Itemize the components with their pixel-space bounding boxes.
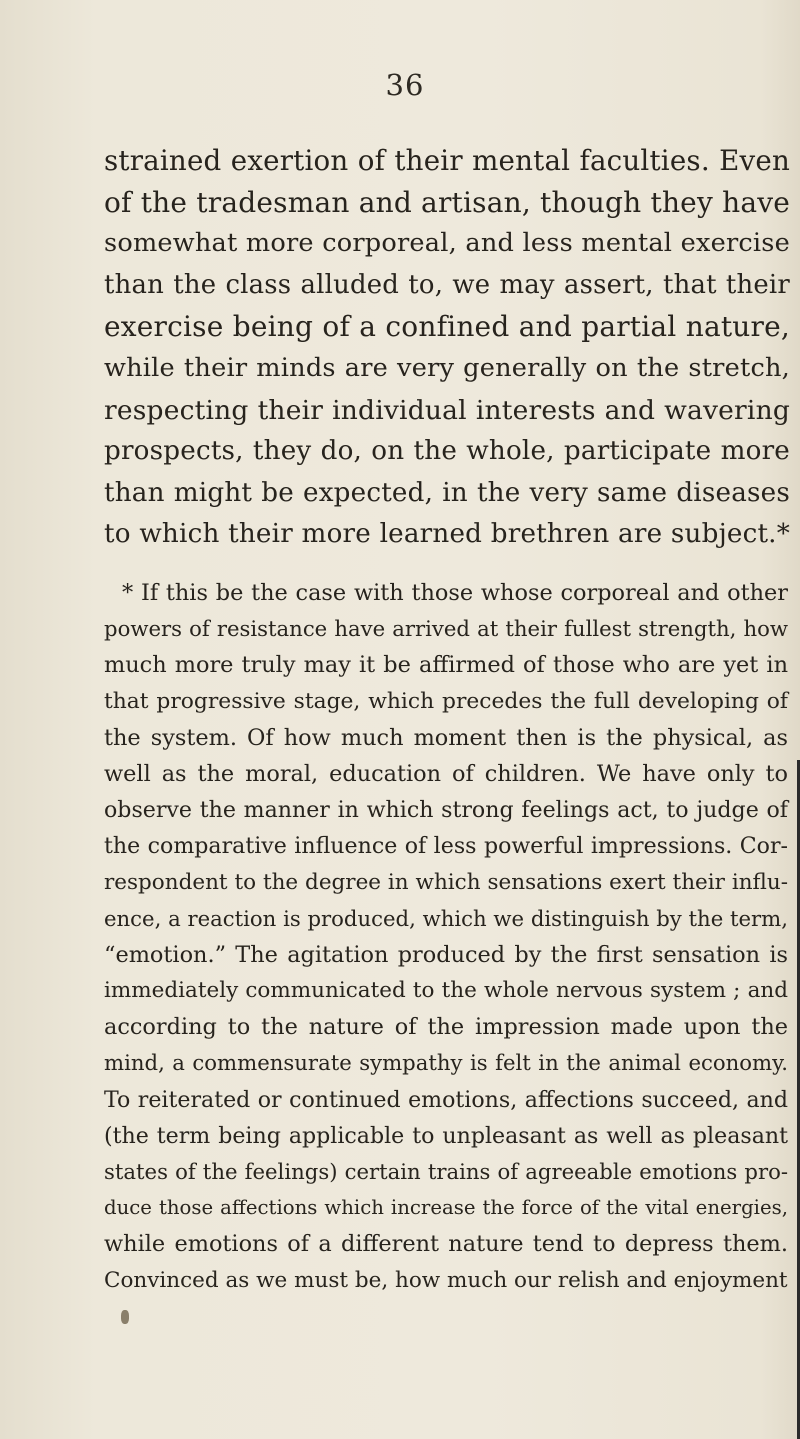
body-line: strained exertion of their mental faculties. Even bbox=[104, 144, 790, 177]
footnote-line: that progressive stage, which precedes the full developing of bbox=[104, 688, 788, 714]
footnote-line: much more truly may it be affirmed of those who are yet in bbox=[104, 652, 788, 679]
footnote-line: * If this be the case with those whose corporeal and other bbox=[122, 580, 788, 606]
footnote-line: respondent to the degree in which sensations exert their influ- bbox=[104, 869, 788, 895]
body-line: respecting their individual interests and wavering bbox=[104, 394, 790, 426]
footnote-line: duce those affections which increase the force of the vital energies, bbox=[104, 1196, 788, 1220]
footnote-line: observe the manner in which strong feelings act, to judge of bbox=[104, 797, 788, 824]
footnote-line: states of the feelings) certain trains of agreeable emotions pro- bbox=[104, 1159, 788, 1184]
footnote-line: (the term being applicable to unpleasant as well as pleasant bbox=[104, 1122, 788, 1149]
footnote-line: “emotion.” The agitation produced by the first sensation is bbox=[104, 941, 788, 968]
footnote-line: while emotions of a different nature tend to depress them. bbox=[104, 1231, 788, 1258]
footnote-line: immediately communicated to the whole nervous system ; and bbox=[104, 978, 788, 1004]
body-line: somewhat more corporeal, and less mental exercise bbox=[104, 228, 790, 259]
footnote-line: To reiterated or continued emotions, affections succeed, and bbox=[104, 1086, 788, 1113]
main-paragraph bbox=[104, 140, 790, 556]
footnote-line: ence, a reaction is produced, which we distinguish by the term, bbox=[104, 905, 788, 931]
page-number: 36 bbox=[385, 68, 425, 102]
footnote-line: powers of resistance have arrived at their fullest strength, how bbox=[104, 616, 788, 642]
footnote-line: the comparative influence of less powerful impressions. Cor- bbox=[104, 833, 788, 860]
footnote-line: according to the nature of the impression made upon the bbox=[104, 1014, 788, 1041]
body-line: exercise being of a confined and partial nature, bbox=[104, 310, 790, 344]
body-line: of the tradesman and artisan, though they have bbox=[104, 185, 790, 219]
body-line: than the class alluded to, we may assert, that their bbox=[104, 269, 790, 300]
footnote-line: Convinced as we must be, how much our relish and enjoyment bbox=[104, 1267, 788, 1293]
footnote bbox=[104, 575, 788, 1299]
footnote-line: well as the moral, education of children. We have only to bbox=[104, 760, 788, 787]
body-line: while their minds are very generally on the stretch, bbox=[104, 352, 790, 383]
footnote-line: mind, a commensurate sympathy is felt in the animal economy. bbox=[104, 1050, 788, 1076]
body-line: to which their more learned brethren are subject.* bbox=[104, 519, 790, 550]
footnote-line: the system. Of how much moment then is the physical, as bbox=[104, 724, 788, 751]
body-line: than might be expected, in the very same diseases bbox=[104, 477, 790, 508]
body-line: prospects, they do, on the whole, participate more bbox=[104, 436, 790, 467]
paper-speck bbox=[121, 1310, 129, 1324]
